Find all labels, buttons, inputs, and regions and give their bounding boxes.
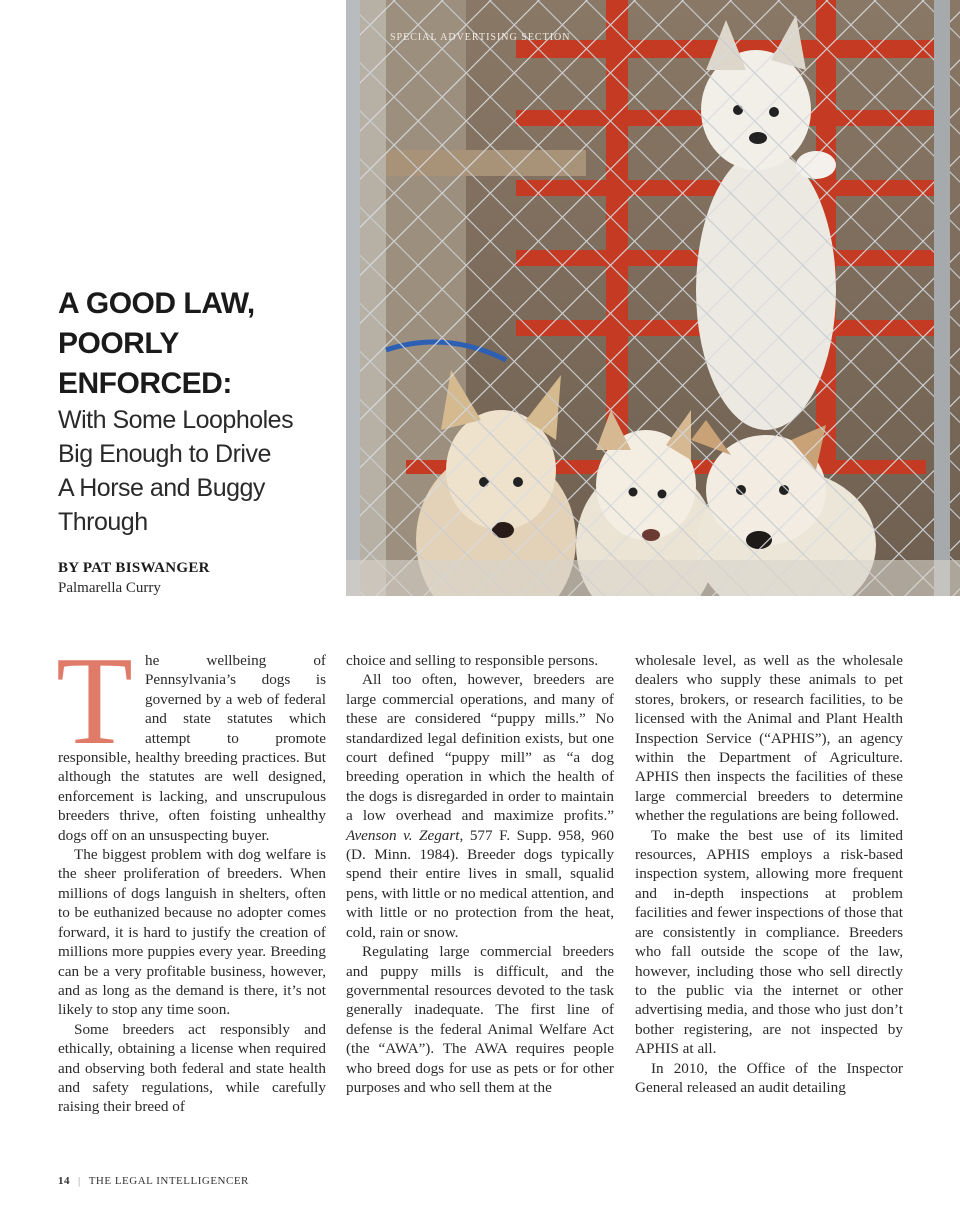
photo-illustration [346,0,960,596]
caged-puppies-photo [346,0,960,596]
article-column-1 [56,632,326,1117]
subtitle-line: With Some Loopholes [58,406,294,434]
title-line: A GOOD LAW, [58,287,255,320]
article-paragraph: In 2010, the Office of the Inspector General released an audit detailing [635,1059,903,1096]
section-label: SPECIAL ADVERTISING SECTION [390,32,571,43]
paragraph-text: he wellbeing of Pennsylvania’s dogs is governed by a web of federal and state statutes which attempt to promote responsible, healthy breeding practices. But although the statutes are well designed, enforcement is lacking, and unscrupulous breeders thrive, often foisting unhealthy dogs off on an unsuspecting buyer. [58,652,326,844]
subtitle-line: Big Enough to Drive [58,440,271,468]
paragraph-text: All too often, however, breeders are large commercial operations, and many of these are considered “puppy mills.” No standardized legal definition exists, but one court defined “puppy mill” as “a dog breeding operation in which the health of the dogs is disregarded in order to maintain a low overhead and maximize profits.” [346,671,614,825]
article-paragraph [346,670,614,942]
page-footer [58,1175,249,1187]
article-paragraph: Regulating large commercial breeders and puppy mills is difficult, and the governmental resources devoted to the task generally inadequate. The first line of defense is the federal Animal Welfare Act (the “AWA”). The AWA requires people who breed dogs for use as pets or for other purposes and who sell them at the [346,943,614,1096]
subtitle-line: A Horse and Buggy [58,474,265,502]
article-paragraph: The biggest problem with dog welfare is the sheer proliferation of breeders. When millions of dogs languish in shelters, often to be euthanized because no adopter comes forward, it is hard to justify the creation of millions more puppies every year. Breeding can be a very profitable business, however, and as long as the demand is there, it’s not likely to stop any time soon. [58,846,326,1019]
subtitle-line: Through [58,508,148,536]
case-citation: Avenson v. Zegart [346,826,460,844]
article-column-2 [346,651,614,1097]
title-line: POORLY [58,327,179,360]
article-paragraph: wholesale level, as well as the wholesale dealers who supply these animals to pet stores, brokers, or research facilities, to be licensed with the Animal and Plant Health Inspection Service (“APHIS”), an agency within the Department of Agriculture. APHIS then inspects the facilities of these large commercial breeders to determine whether the regulations are being followed. [635,652,903,825]
article-paragraph: Some breeders act responsibly and ethically, obtaining a license when required and observing both federal and state health and safety regulations, while carefully raising their breed of [58,1020,326,1116]
byline: BY PAT BISWANGER [58,560,210,576]
article-column-3 [635,651,903,1097]
publication-name: THE LEGAL INTELLIGENCER [88,1175,249,1187]
author-affiliation: Palmarella Curry [58,580,161,596]
footer-separator: | [78,1175,81,1187]
title-line: ENFORCED: [58,367,232,400]
article-paragraph: choice and selling to responsible persons. [346,652,599,669]
drop-cap: T [56,632,133,771]
page-number: 14 [58,1175,70,1187]
article-paragraph [56,632,326,845]
paragraph-text: , 577 F. Supp. 958, 960 (D. Minn. 1984). Breeder dogs typically spend their entire lives in small, squalid pens, with little or no medical attention, and with little or no protection from the heat, cold, rain or snow. [346,826,614,941]
article-title [58,284,338,404]
article-paragraph: To make the best use of its limited resources, APHIS employs a risk-based inspection system, allowing more frequent and in-depth inspections at problem facilities and fewer inspections of those that are consistently in compliance. Breeders who fall outside the scope of the law, however, including those who sell directly to the public via the internet or other advertising media, and those who just don’t bother registering, are not inspected by APHIS at all. [635,826,903,1058]
article-subtitle [58,403,343,539]
